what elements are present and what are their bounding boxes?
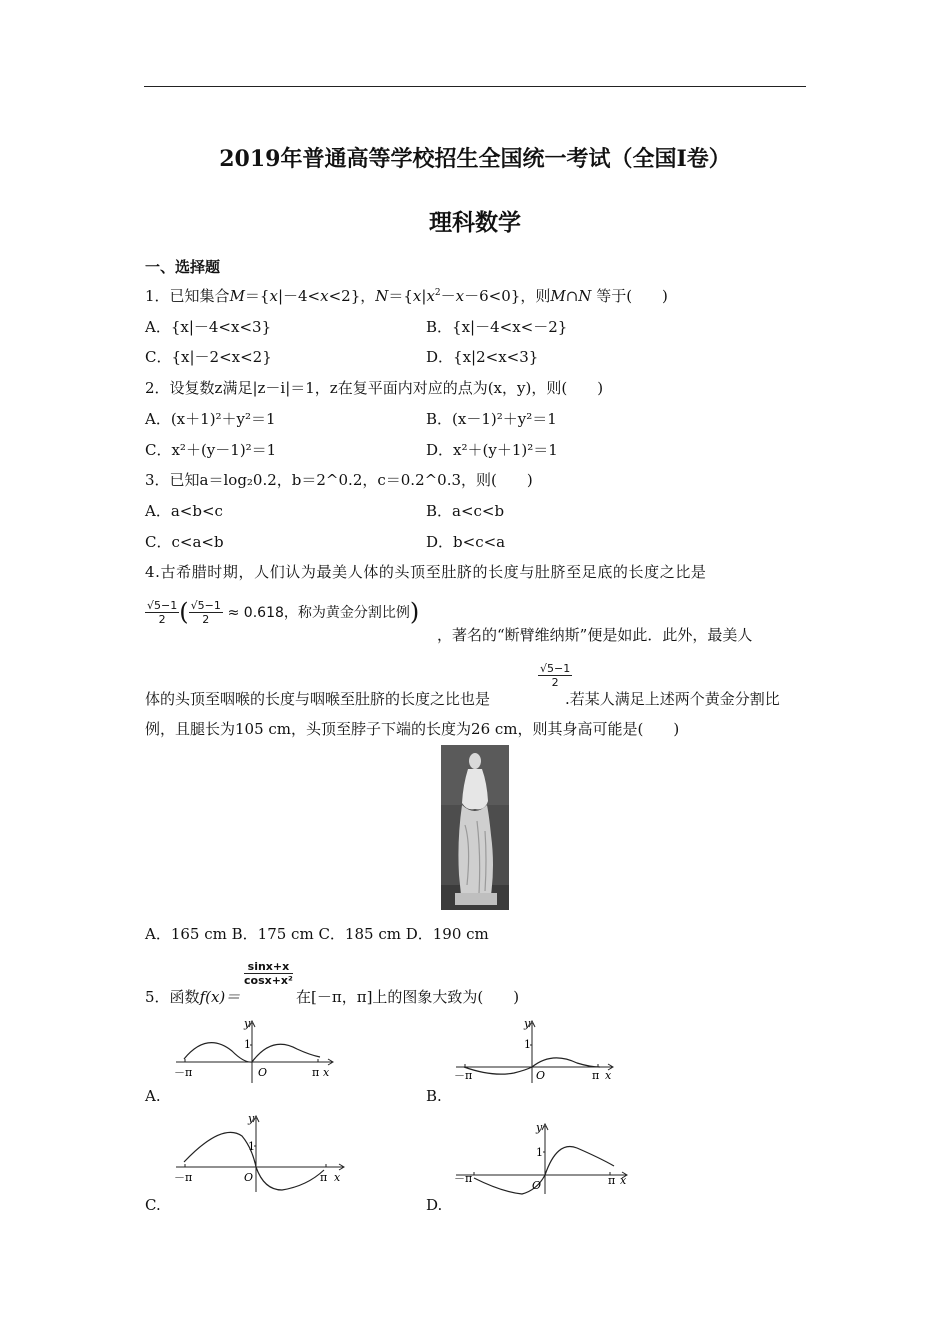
- q5-option-a-label[interactable]: A.: [145, 1087, 161, 1105]
- graph-b[interactable]: [452, 1015, 622, 1085]
- question-4-line4: 例，且腿长为105 cm，头顶至脖子下端的长度为26 cm，则其身高可能是( ): [145, 720, 680, 738]
- question-4-line1: 4.古希腊时期，人们认为最美人体的头顶至肚脐的长度与肚脐至足底的长度之比是: [145, 563, 707, 581]
- venus-statue-image: [441, 745, 509, 910]
- q2-option-b[interactable]: B．(x－1)²＋y²＝1: [426, 410, 557, 428]
- svg-text:－π: －π: [454, 1069, 473, 1082]
- question-1-stem: 1．已知集合M＝{x|－4<x<2}，$N=\{x|x^2-x-6<0\}$，则M∩N 等于( ): [145, 287, 668, 305]
- q5-option-c-label[interactable]: C.: [145, 1196, 161, 1214]
- exam-title: 2019年普通高等学校招生全国统一考试（全国Ⅰ卷）: [219, 146, 731, 172]
- svg-text:1: 1: [536, 1146, 543, 1159]
- q5-function-fraction: $\frac{\sin x+x}{\text{cosx+x²}}$: [244, 960, 293, 987]
- svg-text:O: O: [532, 1179, 542, 1192]
- svg-text:O: O: [536, 1069, 546, 1082]
- q3-option-a[interactable]: A．a<b<c: [145, 502, 223, 520]
- svg-text:－π: －π: [174, 1171, 193, 1184]
- svg-text:π: π: [312, 1066, 320, 1079]
- q5-option-d-label[interactable]: D.: [426, 1196, 443, 1214]
- svg-text:π: π: [592, 1069, 600, 1082]
- q1-option-a[interactable]: A．{x|－4<x<3}: [145, 318, 272, 336]
- question-4-line3a: 体的头顶至咽喉的长度与咽喉至肚脐的长度之比也是: [145, 690, 491, 708]
- graph-a[interactable]: [172, 1015, 342, 1085]
- q3-option-d[interactable]: D．b<c<a: [426, 533, 506, 551]
- q2-option-d[interactable]: D．x²＋(y＋1)²＝1: [426, 441, 558, 459]
- q2-option-a[interactable]: A．(x＋1)²＋y²＝1: [145, 410, 276, 428]
- svg-text:y: y: [524, 1017, 531, 1030]
- question-5-stem: 5．函数f(x)＝: [145, 988, 241, 1006]
- section-heading: 一、选择题: [145, 258, 221, 276]
- svg-text:x: x: [620, 1174, 627, 1187]
- question-2-stem: 2．设复数z满足|z－i|＝1，z在复平面内对应的点为(x，y)，则( ): [145, 379, 604, 397]
- q1-option-c[interactable]: C．{x|－2<x<2}: [145, 348, 272, 366]
- graph-c[interactable]: [172, 1112, 347, 1194]
- svg-text:1: 1: [244, 1038, 251, 1051]
- question-3-stem: 3．已知a＝log₂0.2，b＝2^0.2，c＝0.2^0.3，则( ): [145, 471, 533, 489]
- svg-text:O: O: [258, 1066, 268, 1079]
- svg-text:1: 1: [524, 1038, 531, 1051]
- y-label: y: [244, 1017, 251, 1030]
- svg-text:π: π: [320, 1171, 328, 1184]
- q4-options[interactable]: A．165 cm B．175 cm C．185 cm D．190 cm: [145, 925, 489, 943]
- q5-option-b-label[interactable]: B.: [426, 1087, 442, 1105]
- question-5-stem-rest: 在[－π，π]上的图象大致为( ): [296, 988, 520, 1006]
- q1-option-b[interactable]: B．{x|－4<x<－2}: [426, 318, 568, 336]
- golden-ratio-inline: $\frac{√5-1}{2}$: [540, 662, 571, 689]
- svg-text:1: 1: [248, 1140, 255, 1153]
- q3-option-b[interactable]: B．a<c<b: [426, 502, 505, 520]
- svg-text:－π: －π: [174, 1066, 193, 1079]
- exam-subtitle: 理科数学: [429, 209, 521, 236]
- graph-d[interactable]: [452, 1120, 632, 1195]
- q1-option-d[interactable]: D．{x|2<x<3}: [426, 348, 539, 366]
- top-rule: [144, 86, 806, 87]
- q3-option-c[interactable]: C．c<a<b: [145, 533, 224, 551]
- svg-text:－π: －π: [454, 1172, 473, 1185]
- question-4-line2: ，著名的“断臂维纳斯”便是如此．此外，最美人: [437, 626, 753, 644]
- question-4-line3b: .若某人满足上述两个黄金分割比: [565, 690, 780, 708]
- golden-ratio-formula: $\frac{√5-1}{2}$ ( $\frac{√5-1}{2}$ ≈ 0.618，称为黄金分割比例): [147, 598, 420, 626]
- svg-text:x: x: [334, 1171, 341, 1184]
- svg-text:π: π: [608, 1174, 616, 1187]
- q2-option-c[interactable]: C．x²＋(y－1)²＝1: [145, 441, 277, 459]
- svg-text:O: O: [244, 1171, 254, 1184]
- svg-text:y: y: [536, 1121, 543, 1134]
- svg-text:y: y: [248, 1112, 255, 1125]
- svg-text:x: x: [323, 1066, 330, 1079]
- svg-text:x: x: [605, 1069, 612, 1082]
